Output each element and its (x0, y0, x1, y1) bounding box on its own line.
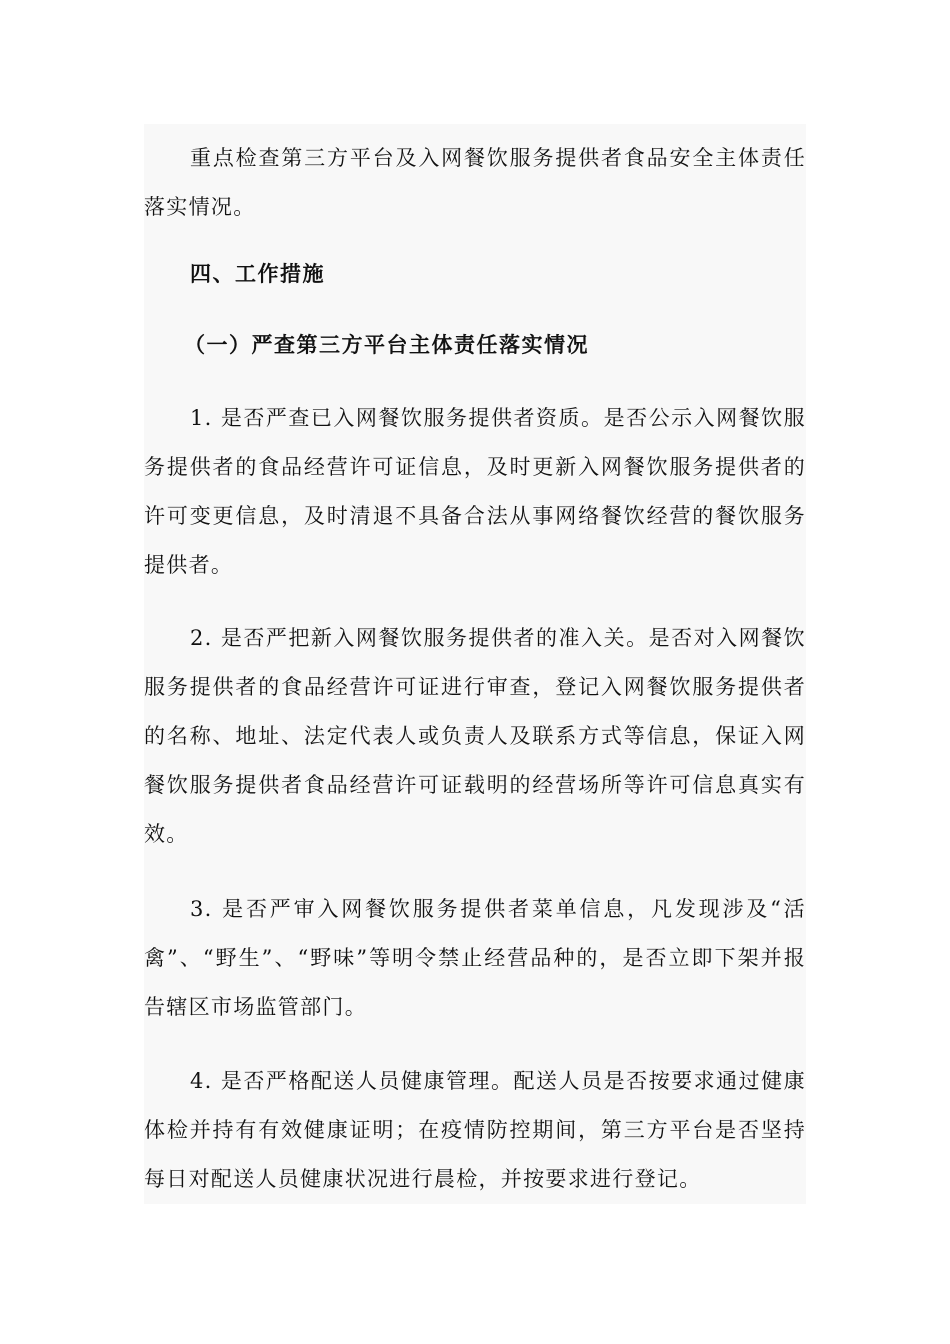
intro-paragraph: 重点检查第三方平台及入网餐饮服务提供者食品安全主体责任落实情况。 (144, 146, 806, 219)
subsection-heading: （一）严查第三方平台主体责任落实情况 (184, 332, 589, 357)
item-paragraph-2: 2. 是否严把新入网餐饮服务提供者的准入关。是否对入网餐饮服务提供者的食品经营许可证进行审查，登记入网餐饮服务提供者的名称、地址、法定代表人或负责人及联系方式等信息，保证入网餐饮服务提供者食品经营许可证载明的经营场所等许可信息真实有效。 (144, 626, 806, 846)
item-paragraph-4: 4. 是否严格配送人员健康管理。配送人员是否按要求通过健康体检并持有有效健康证明；在疫情防控期间，第三方平台是否坚持每日对配送人员健康状况进行晨检，并按要求进行登记。 (144, 1069, 806, 1191)
document-page (144, 124, 806, 1204)
section-heading: 四、工作措施 (190, 261, 325, 286)
item-paragraph-3: 3. 是否严审入网餐饮服务提供者菜单信息，凡发现涉及“活禽”、“野生”、“野味”等明令禁止经营品种的，是否立即下架并报告辖区市场监管部门。 (144, 897, 806, 1019)
item-paragraph-1: 1. 是否严查已入网餐饮服务提供者资质。是否公示入网餐饮服务提供者的食品经营许可证信息，及时更新入网餐饮服务提供者的许可变更信息，及时清退不具备合法从事网络餐饮经营的餐饮服务提供者。 (144, 406, 806, 577)
